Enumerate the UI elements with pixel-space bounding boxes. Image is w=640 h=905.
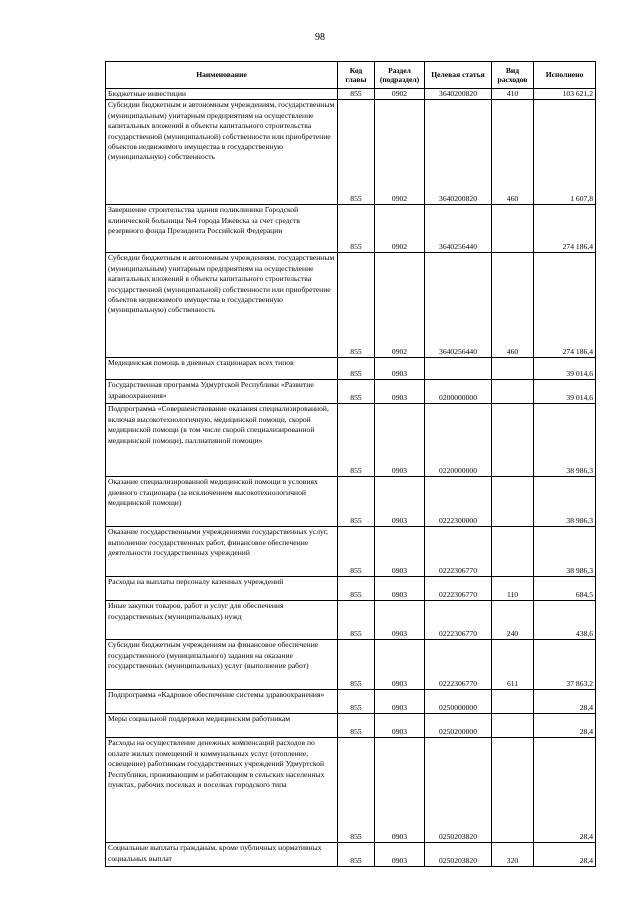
cell-code: 855 xyxy=(338,601,375,640)
cell-section: 0902 xyxy=(375,89,425,100)
cell-code: 855 xyxy=(338,843,375,867)
table-row xyxy=(106,738,596,843)
cell-target: 0220000000 xyxy=(425,404,492,477)
cell-target: 3640200820 xyxy=(425,89,492,100)
cell-amount: 274 186,4 xyxy=(534,253,596,358)
table-row xyxy=(106,477,596,527)
cell-amount: 28,4 xyxy=(534,738,596,843)
cell-amount: 39 014,6 xyxy=(534,358,596,380)
cell-name: Меры социальной поддержки медицинским работникам xyxy=(106,714,338,738)
cell-name: Оказание специализированной медицинской помощи в условиях дневного стационара (за исключением высокотехнологичной медицинской помощи) xyxy=(106,477,338,527)
cell-type: 110 xyxy=(492,577,534,601)
cell-code: 855 xyxy=(338,714,375,738)
cell-code: 855 xyxy=(338,100,375,205)
header-type: Вид расходов xyxy=(492,62,534,89)
cell-type: 320 xyxy=(492,843,534,867)
cell-section: 0903 xyxy=(375,601,425,640)
cell-section: 0902 xyxy=(375,205,425,253)
cell-name: Медицинская помощь в дневных стационарах всех типов xyxy=(106,358,338,380)
cell-section: 0903 xyxy=(375,358,425,380)
cell-type xyxy=(492,477,534,527)
table-row xyxy=(106,380,596,404)
cell-target: 0250203820 xyxy=(425,843,492,867)
cell-target: 3640256440 xyxy=(425,205,492,253)
header-target: Целевая статья xyxy=(425,62,492,89)
cell-code: 855 xyxy=(338,477,375,527)
cell-amount: 28,4 xyxy=(534,843,596,867)
header-section: Раздел (подраздел) xyxy=(375,62,425,89)
cell-name: Расходы на осуществление денежных компенсаций расходов по оплате жилых помещений и коммунальных услуг (отопление, освещение) работникам государственных учреждений Удмуртской Республики, проживающим и работающим в сельских населенных пунктах, рабочих поселках и поселках городского типа xyxy=(106,738,338,843)
table-row xyxy=(106,205,596,253)
table-row xyxy=(106,527,596,577)
cell-code: 855 xyxy=(338,380,375,404)
cell-amount: 37 863,2 xyxy=(534,640,596,690)
cell-section: 0903 xyxy=(375,404,425,477)
table-row xyxy=(106,577,596,601)
cell-code: 855 xyxy=(338,738,375,843)
cell-type xyxy=(492,690,534,714)
cell-type xyxy=(492,205,534,253)
table-row xyxy=(106,640,596,690)
cell-name: Завершение строительства здания поликлиники Городской клинической больницы №4 города Ижевска за счет средств резервного фонда Президента Российской Федерации xyxy=(106,205,338,253)
cell-amount: 1 607,8 xyxy=(534,100,596,205)
cell-code: 855 xyxy=(338,205,375,253)
table-row xyxy=(106,404,596,477)
cell-type: 460 xyxy=(492,100,534,205)
cell-section: 0903 xyxy=(375,738,425,843)
cell-code: 855 xyxy=(338,358,375,380)
cell-code: 855 xyxy=(338,690,375,714)
cell-code: 855 xyxy=(338,577,375,601)
cell-target: 0222306770 xyxy=(425,640,492,690)
cell-amount: 274 186,4 xyxy=(534,205,596,253)
cell-amount: 38 986,3 xyxy=(534,527,596,577)
budget-table xyxy=(105,61,596,867)
cell-code: 855 xyxy=(338,640,375,690)
cell-target: 0200000000 xyxy=(425,380,492,404)
table-row xyxy=(106,690,596,714)
cell-type xyxy=(492,738,534,843)
cell-name: Подпрограмма «Кадровое обеспечение системы здравоохранения» xyxy=(106,690,338,714)
cell-type xyxy=(492,380,534,404)
cell-target: 0222306770 xyxy=(425,601,492,640)
cell-section: 0903 xyxy=(375,843,425,867)
cell-section: 0903 xyxy=(375,640,425,690)
cell-name: Подпрограмма «Совершенствование оказания специализированной, включая высокотехнологичную, медицинской помощи, скорой медицинской помощи (в том числе скорой специализированной медицинской помощи), паллиативной помощи» xyxy=(106,404,338,477)
cell-section: 0903 xyxy=(375,527,425,577)
cell-type: 611 xyxy=(492,640,534,690)
cell-name: Субсидии бюджетным и автономным учреждениям, государственным (муниципальным) унитарным предприятиям на осуществление капитальных вложений в объекты капитального строительства государственной (муниципальной) собственности или приобретение объектов недвижимого имущества в государственную (муниципальную) собственность xyxy=(106,253,338,358)
cell-code: 855 xyxy=(338,527,375,577)
header-name: Наименование xyxy=(106,62,338,89)
table-row xyxy=(106,601,596,640)
cell-section: 0903 xyxy=(375,714,425,738)
cell-section: 0903 xyxy=(375,577,425,601)
cell-section: 0902 xyxy=(375,253,425,358)
header-executed: Исполнено xyxy=(534,62,596,89)
cell-target: 0222300000 xyxy=(425,477,492,527)
cell-target: 0222306770 xyxy=(425,527,492,577)
header-row xyxy=(106,62,596,89)
cell-amount: 39 014,6 xyxy=(534,380,596,404)
cell-amount: 28,4 xyxy=(534,690,596,714)
table-row xyxy=(106,714,596,738)
cell-type xyxy=(492,527,534,577)
cell-target: 0250203820 xyxy=(425,738,492,843)
cell-amount: 684,5 xyxy=(534,577,596,601)
page-number: 98 xyxy=(315,32,325,43)
cell-code: 855 xyxy=(338,89,375,100)
cell-type xyxy=(492,714,534,738)
cell-type xyxy=(492,404,534,477)
cell-section: 0903 xyxy=(375,690,425,714)
cell-name: Социальные выплаты гражданам, кроме публичных нормативных социальных выплат xyxy=(106,843,338,867)
table-row xyxy=(106,358,596,380)
cell-target: 0250200000 xyxy=(425,714,492,738)
cell-target: 3640256440 xyxy=(425,253,492,358)
cell-type: 460 xyxy=(492,253,534,358)
cell-name: Бюджетные инвестиции xyxy=(106,89,338,100)
cell-target: 0250000000 xyxy=(425,690,492,714)
cell-name: Субсидии бюджетным учреждениям на финансовое обеспечение государственного (муниципального) задания на оказание государственных (муниципальных) услуг (выполнение работ) xyxy=(106,640,338,690)
cell-name: Оказание государственными учреждениями государственных услуг, выполнение государственных работ, финансовое обеспечение деятельности государственных учреждений xyxy=(106,527,338,577)
cell-type: 240 xyxy=(492,601,534,640)
cell-type: 410 xyxy=(492,89,534,100)
cell-amount: 103 621,2 xyxy=(534,89,596,100)
cell-amount: 28,4 xyxy=(534,714,596,738)
header-code: Код главы xyxy=(338,62,375,89)
cell-code: 855 xyxy=(338,404,375,477)
cell-target xyxy=(425,358,492,380)
cell-name: Иные закупки товаров, работ и услуг для обеспечения государственных (муниципальных) нужд xyxy=(106,601,338,640)
cell-type xyxy=(492,358,534,380)
cell-section: 0903 xyxy=(375,380,425,404)
cell-section: 0903 xyxy=(375,477,425,527)
cell-amount: 38 986,3 xyxy=(534,477,596,527)
table-row xyxy=(106,100,596,205)
table-row xyxy=(106,253,596,358)
cell-name: Государственная программа Удмуртской Республики «Развитие здравоохранения» xyxy=(106,380,338,404)
cell-name: Субсидии бюджетным и автономным учреждениям, государственным (муниципальным) унитарным предприятиям на осуществление капитальных вложений в объекты капитального строительства государственной (муниципальной) собственности или приобретение объектов недвижимого имущества в государственную (муниципальную) собственность xyxy=(106,100,338,205)
table-row xyxy=(106,89,596,100)
cell-amount: 38 986,3 xyxy=(534,404,596,477)
cell-target: 0222306770 xyxy=(425,577,492,601)
cell-target: 3640200820 xyxy=(425,100,492,205)
cell-name: Расходы на выплаты персоналу казенных учреждений xyxy=(106,577,338,601)
cell-section: 0902 xyxy=(375,100,425,205)
table-row xyxy=(106,843,596,867)
cell-amount: 438,6 xyxy=(534,601,596,640)
cell-code: 855 xyxy=(338,253,375,358)
